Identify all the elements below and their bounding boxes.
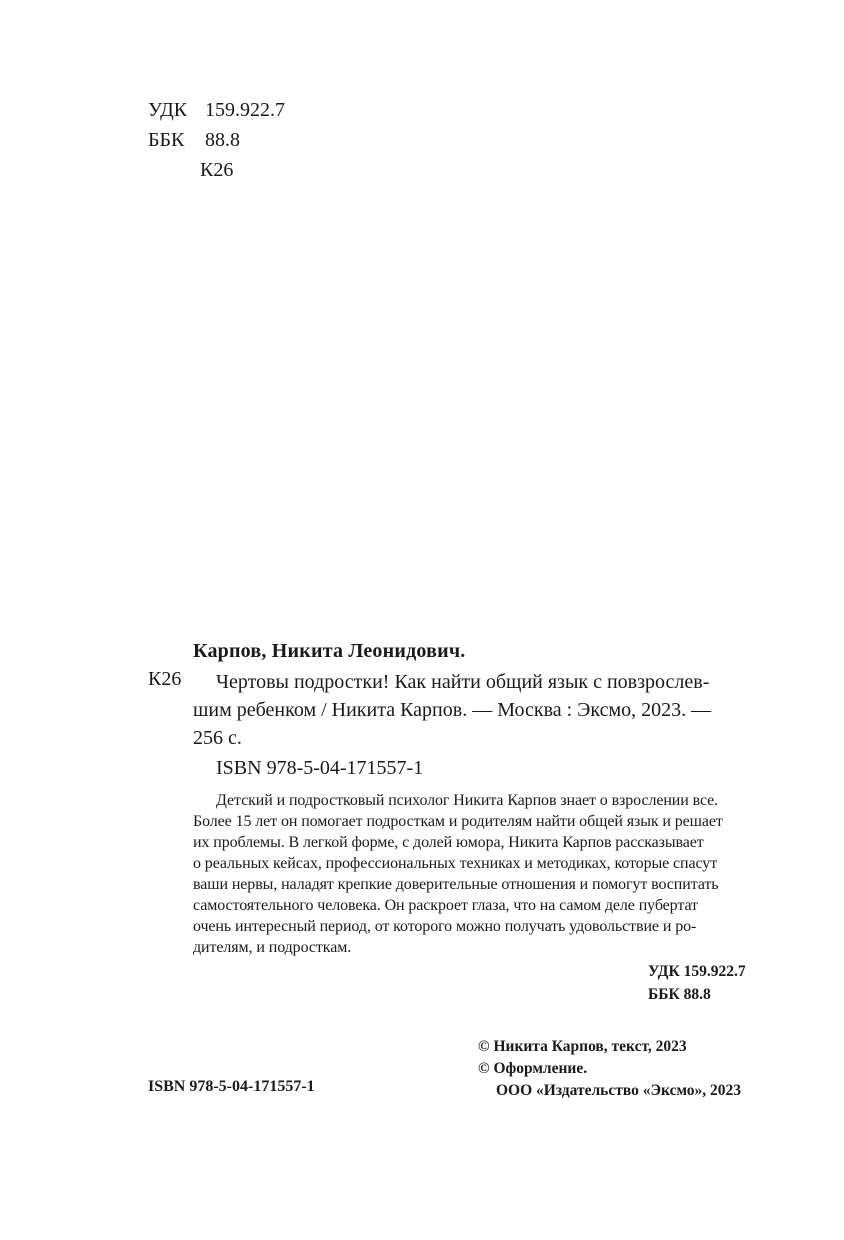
annotation-line: о реальных кейсах, профессиональных техниках и методиках, которые спасут [193,855,718,872]
annotation-line: их проблемы. В легкой форме, с долей юмора, Никита Карпов рассказывает [193,834,704,851]
copyright-line: ООО «Издательство «Эксмо», 2023 [496,1082,742,1099]
annotation-line: очень интересный период, от которого можно получать удовольствие и ро- [193,918,697,935]
codes-right-bbk: ББК 88.8 [648,986,711,1003]
codes-right-udk: УДК 159.922.7 [648,963,746,980]
annotation-line: дителям, и подросткам. [193,939,352,956]
author-mark-top: К26 [200,159,234,181]
record-title-line: Чертовы подростки! Как найти общий язык с повзрослев- [216,671,710,693]
record-isbn: ISBN 978-5-04-171557-1 [216,757,424,779]
record-title-line: шим ребенком / Никита Карпов. — Москва : Эксмо, 2023. — [193,699,712,721]
bbk-label: ББК [148,129,185,151]
annotation-line: Детский и подростковый психолог Никита Карпов знает о взрослении все. [216,792,719,809]
annotation-line: ваши нервы, наладят крепкие доверительные отношения и помогут воспитать [193,876,719,893]
record-title-line: 256 с. [193,727,242,749]
udk-value: 159.922.7 [205,99,285,121]
bbk-line [148,125,240,155]
annotation-line: самостоятельного человека. Он раскроет глаза, что на самом деле пубертат [193,897,698,914]
footer-isbn: ISBN 978-5-04-171557-1 [148,1078,315,1095]
record-author: Карпов, Никита Леонидович. [193,640,466,662]
udk-line [148,95,285,125]
bbk-value: 88.8 [205,129,240,151]
copyright-line: © Оформление. [478,1060,588,1077]
record-author-mark: К26 [148,668,182,690]
udk-label: УДК [148,99,188,121]
annotation-line: Более 15 лет он помогает подросткам и родителям найти общей язык и решает [193,813,723,830]
copyright-line: © Никита Карпов, текст, 2023 [478,1038,687,1055]
